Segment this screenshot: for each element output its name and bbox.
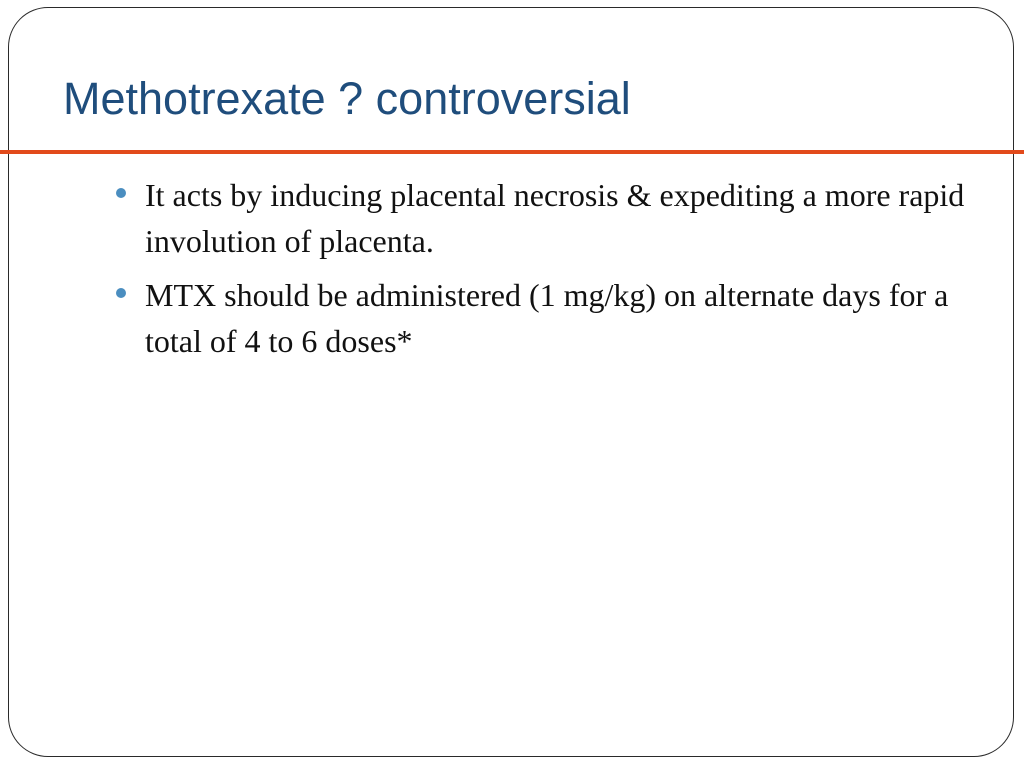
bullet-dot-icon	[116, 288, 126, 298]
title-divider	[0, 150, 1024, 154]
slide-title: Methotrexate ? controversial	[63, 73, 631, 124]
bullet-dot-icon	[116, 188, 126, 198]
list-item	[116, 272, 976, 364]
bullet-text: MTX should be administered (1 mg/kg) on alternate days for a total of 4 to 6 doses*	[145, 277, 949, 359]
list-item	[116, 172, 976, 264]
bullet-text: It acts by inducing placental necrosis & expediting a more rapid involution of placenta.	[145, 177, 965, 259]
bullet-list	[116, 172, 976, 372]
